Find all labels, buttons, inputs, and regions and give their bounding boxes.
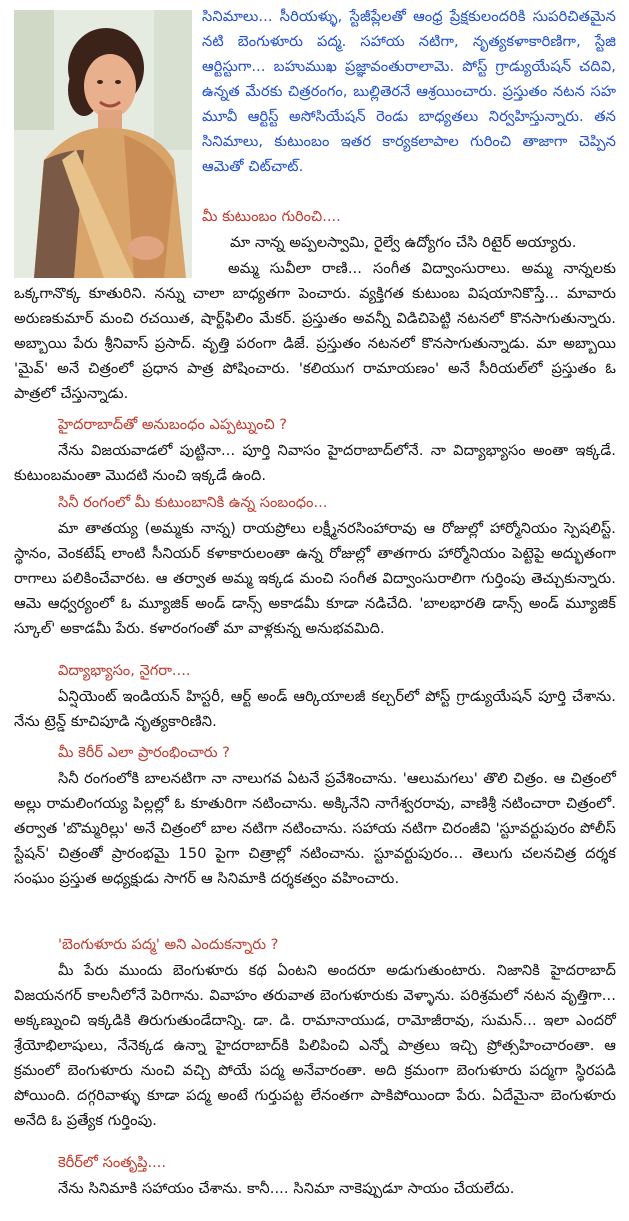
intro-paragraph: సినిమాలు... సీరియళ్ళు, స్టేజీప్లేలతో ఆంధ్ర ప్రేక్షకులందరికి సుపరిచితమైన నటి బెంగుళూరు పద్మ. సహాయ నటిగా, నృత్యకళాకారిణిగా, స్టేజి ఆర్టిస్టుగా... బహుముఖ ప్రజ్ఞావంతురాలామె. పోస్ట్ గ్రాడ్యుయేషన్ చదివి, ఉన్నత మేరకు చిత్రరంగం, బుల్లితెరనే ఆశ్రయించారు. ప్రస్తుతం నటన సహ మూవీ ఆర్టిస్ట్ అసోసియేషన్ రెండు బాధ్యతలు నిర్వహిస్తున్నారు. తన సినిమాలు, కుటుంబం ఇతర కార్యకలాపాల గురించి తాజాగా చెప్పిన ఆమెతో చిట్‌చాట్. [202,8,616,175]
section-heading-satisfaction: కెరీర్‌లో సంతృప్తి.... [58,1154,167,1171]
family-para-father: మా నాన్న అప్పలస్వామి, రైల్వే ఉద్యోగం చేసి రిటైర్ అయ్యారు. [230,234,577,251]
portrait-illustration [14,10,192,278]
name-para: మీ పేరు ముందు బెంగుళూరు కథ ఏంటని అందరూ అడుగుతుంటారు. నిజానికి హైదరాబాద్ విజయనగర్ కాలనీలోనే పెరిగాను. వివాహం తరువాత బెంగుళూరుకు వెళ్ళాను. పరిశ్రమలో నటన వృత్తిగా... అక్కణ్నుంచి ఇక్కడికి తిరుగుతుండేదాన్ని. డా. డి. రామానాయుడ, రామోజీరావు, సుమన్... ఇలా ఎందరో శ్రేయోభిలాషులు, నేనెక్కడ ఉన్నా హైదరాబాద్‌కి పిలిపించి ఎన్నో పాత్రలు ఇచ్చి ప్రోత్సహించారంతా. ఆ క్రమంలో బెంగుళూరు నుంచి వచ్చి పోయే పద్మ అనేవారంతా. అది క్రమంగా బెంగుళూరు పద్మగా స్థిరపడి పోయింది. దగ్గరివాళ్ళు కూడా పద్మ అంటే గుర్తుపట్ట లేనంతగా పాకిపోయిందా పేరు. ఏదేమైనా బెంగుళూరు అనేది ఓ ప్రత్యేక గుర్తింపు. [14,962,616,1129]
section-heading-hyderabad: హైదరాబాద్‌తో అనుబంధం ఎప్పట్నుంచి ? [58,416,288,433]
portrait-photo [14,10,192,278]
cinema-relation-para: మా తాతయ్య (అమ్మకు నాన్న) రాయప్రోలు లక్ష్మీనరసింహారావు ఆ రోజుల్లో హార్మోనియం స్పెషలిస్ట్. స్థానం, వెంకటేష్ లాంటి సీనియర్ కళాకారులంతా ఉన్న రోజుల్లో తాతగారు హార్మోనియం పెట్టెపై అద్భుతంగా రాగాలు పలికించేవారట. ఆ తర్వాత అమ్మ ఇక్కడ మంచి సంగీత విద్వాంసురాలిగా గుర్తింపు తెచ్చుకున్నారు. ఆమె ఆధ్వర్యంలో ఓ మ్యూజిక్ అండ్ డాన్స్ అకాడమీ కూడా నడిచేది. 'బాలభారతి డాన్స్ అండ్ మ్యూజిక్ స్కూల్' అకాడమీ పేరు. కళారంగంతో మా వాళ్లకున్న అనుభవమిది. [14,520,616,637]
hyderabad-para: నేను విజయవాడలో పుట్టినా... పూర్తి నివాసం హైదరాబాద్‌లోనే. నా విద్యాభ్యాసం అంతా ఇక్కడే. కుటుంబమంతా మొదటి నుంచి ఇక్కడే ఉంది. [14,442,616,484]
family-para-mother: అమ్మ సువీలా రాణి... సంగీత విద్వాంసురాలు. అమ్మ నాన్నలకు ఒక్కగానొక్క కూతురిని. నన్ను చాలా బాధ్యతగా పెంచారు. వ్యక్తిగత కుటుంబ విషయానికొస్తే... మావారు అరుణకుమార్ మంచి రచయిత, షార్ట్‌ఫిలిం మేకర్. ప్రస్తుతం అవన్నీ విడిచిపెట్టి నటనలో కొనసాగుతున్నారు. అబ్బాయి పేరు శ్రీనివాస్ ప్రసాద్. వృత్తి పరంగా డిజే. ప్రస్తుతం నటనలో కొనసాగుతున్నాడు. మా అబ్బాయి 'మైవ్' అనే చిత్రంలో ప్రధాన పాత్ర పోషించారు. 'కలియుగ రామాయణం' అనే సీరియల్‌లో ప్రస్తుతం ఓ పాత్రలో చేస్తున్నాడు. [14,260,616,402]
section-heading-cinema-relation: సినీ రంగంలో మీ కుటుంబానికి ఉన్న సంబంధం... [58,494,328,511]
education-para: ఏన్షియెంట్ ఇండియన్ హిస్టరీ, ఆర్ట్ అండ్ ఆర్కియాలజీ కల్చర్‌లో పోస్ట్ గ్రాడ్యుయేషన్ పూర్తి చేశాను. నేను ట్రెన్డ్ కూచిపూడి నృత్యకారిణిని. [14,688,616,730]
satisfaction-para: నేను సినిమాకి సహాయం చేశాను. కానీ.... సినిమా నాకెప్పుడూ సాయం చేయలేదు. [58,1180,515,1197]
section-heading-name: 'బెంగుళూరు పద్మ' అని ఎందుకన్నారు ? [58,936,279,953]
section-heading-family: మీ కుటుంబం గురించి.... [202,208,341,225]
career-start-para: సినీ రంగంలోకి బాలనటిగా నా నాలుగవ ఏటనే ప్రవేశించాను. 'ఆలుమగలు' తొలి చిత్రం. ఆ చిత్రంలో అల్లు రామలింగయ్య పిల్లల్లో ఓ కూతురిగా నటించాను. అక్కినేని నాగేశ్వరరావు, వాణిశ్రీ నటించారా చిత్రంలో. తర్వాత 'బొమ్మరిల్లు' అనే చిత్రంలో బాల నటిగా నటించాను. సహాయ నటిగా చిరంజీవి 'స్టూవర్టుపురం పోలీస్ స్టేషన్' చిత్రంతో ప్రారంభమై 150 పైగా చిత్రాల్లో నటించాను. స్టూవర్టుపురం... తెలుగు చలనచిత్ర దర్శక సంఘం ప్రస్తుత అధ్యక్షుడు సాగర్ ఆ సినిమాకి దర్శకత్వం వహించారు. [14,770,616,887]
section-heading-education: విద్యాభ్యాసం, నైగరా.... [58,662,191,679]
section-heading-career-start: మీ కెరీర్ ఎలా ప్రారంభించారు ? [58,744,230,761]
